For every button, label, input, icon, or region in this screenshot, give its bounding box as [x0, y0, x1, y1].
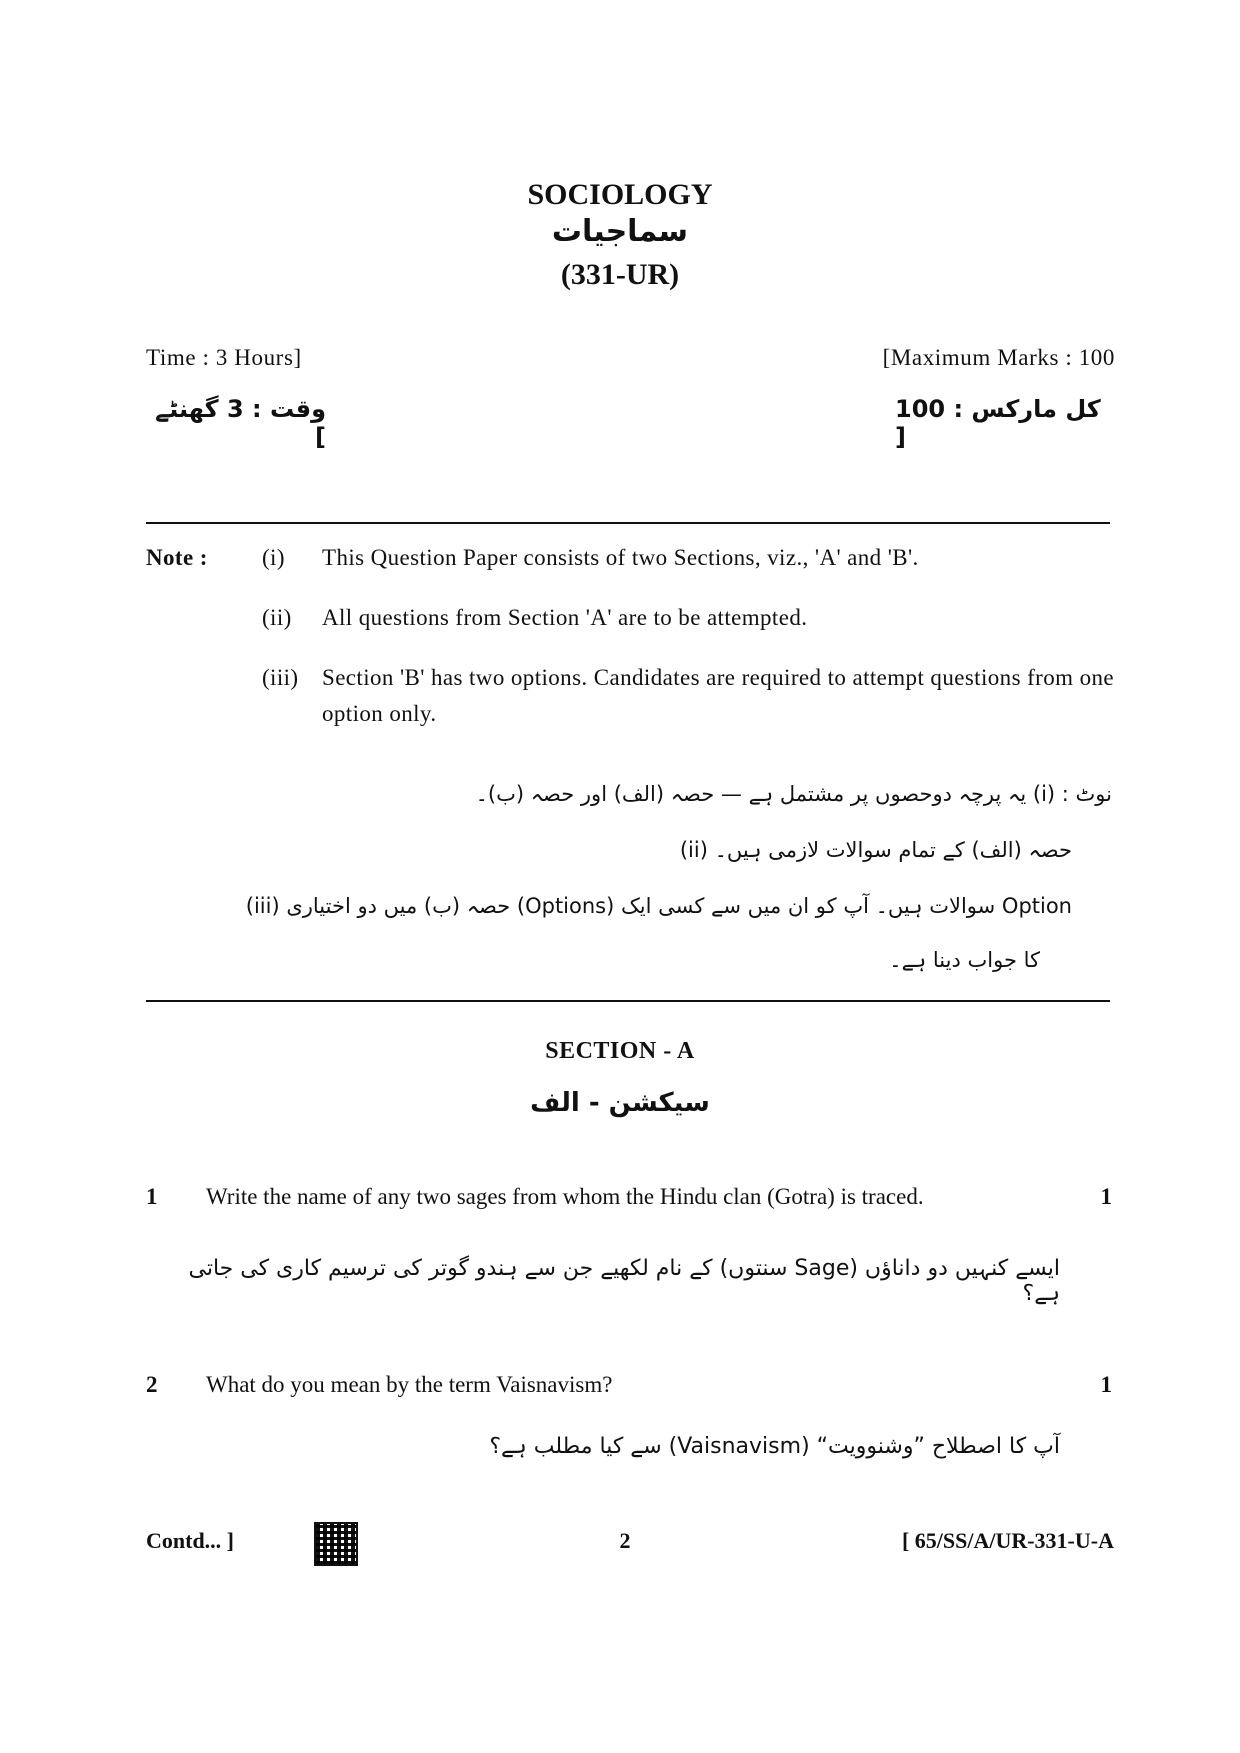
- time-label: Time : 3 Hours]: [146, 345, 302, 370]
- paper-code: [ 65/SS/A/UR-331-U-A: [901, 1528, 1114, 1553]
- divider-bottom: [146, 1000, 1110, 1002]
- question-2-marks: 1: [1100, 1372, 1112, 1397]
- question-1-number: 1: [146, 1184, 158, 1209]
- question-1-marks: 1: [1100, 1184, 1112, 1209]
- question-1-urdu: ایسے کنہیں دو داناؤں (Sage سنتوں) کے نام لکھیے جن سے ہندو گوتر کی ترسیم کاری کی جاتی ہے؟: [188, 1256, 1060, 1306]
- section-title: SECTION - A: [545, 1038, 695, 1064]
- page-number: 2: [619, 1528, 631, 1553]
- note-urdu-line-4: کا جواب دینا ہے۔: [889, 948, 1040, 972]
- note-urdu-line-1: نوٹ : (i) یہ پرچہ دوحصوں پر مشتمل ہے — حصہ (الف) اور حصہ (ب)۔: [475, 782, 1112, 806]
- note-label: Note :: [146, 545, 208, 570]
- max-marks-label-urdu: کل مارکس : 100 [: [895, 395, 1101, 451]
- subject-code: (331-UR): [560, 258, 680, 291]
- note-item-1-text: This Question Paper consists of two Sections, viz., 'A' and 'B'.: [322, 545, 919, 570]
- note-item-3-text: Section 'B' has two options. Candidates are required to attempt questions from one option only.: [322, 665, 1114, 726]
- question-2-number: 2: [146, 1372, 158, 1397]
- note-item-2-num: (ii): [262, 605, 292, 630]
- divider-top: [146, 522, 1110, 524]
- note-urdu-line-3: (iii) حصہ (ب) میں دو اختیاری (Options) سوالات ہیں۔ آپ کو ان میں سے کسی ایک Option: [245, 894, 1072, 918]
- section-title-urdu: سیکشن - الف: [530, 1088, 710, 1118]
- question-1-text: Write the name of any two sages from whom the Hindu clan (Gotra) is traced.: [206, 1184, 924, 1209]
- note-item-2-text: All questions from Section 'A' are to be attempted.: [322, 605, 808, 630]
- note-urdu-line-2: (ii) حصہ (الف) کے تمام سوالات لازمی ہیں۔: [679, 838, 1072, 862]
- question-2-urdu: آپ کا اصطلاح ”وشنوویت“ (Vaisnavism) سے کیا مطلب ہے؟: [489, 1434, 1060, 1459]
- footer-contd: Contd... ]: [146, 1528, 235, 1553]
- note-item-1-num: (i): [262, 545, 285, 570]
- subject-title: SOCIOLOGY: [527, 178, 713, 211]
- time-label-urdu: وقت : 3 گھنٹے ]: [155, 395, 326, 451]
- question-2-text: What do you mean by the term Vaisnavism?: [206, 1372, 613, 1397]
- max-marks-label: [Maximum Marks : 100: [882, 345, 1115, 370]
- note-item-3-num: (iii): [262, 665, 299, 690]
- subject-title-urdu: سماجیات: [551, 214, 689, 249]
